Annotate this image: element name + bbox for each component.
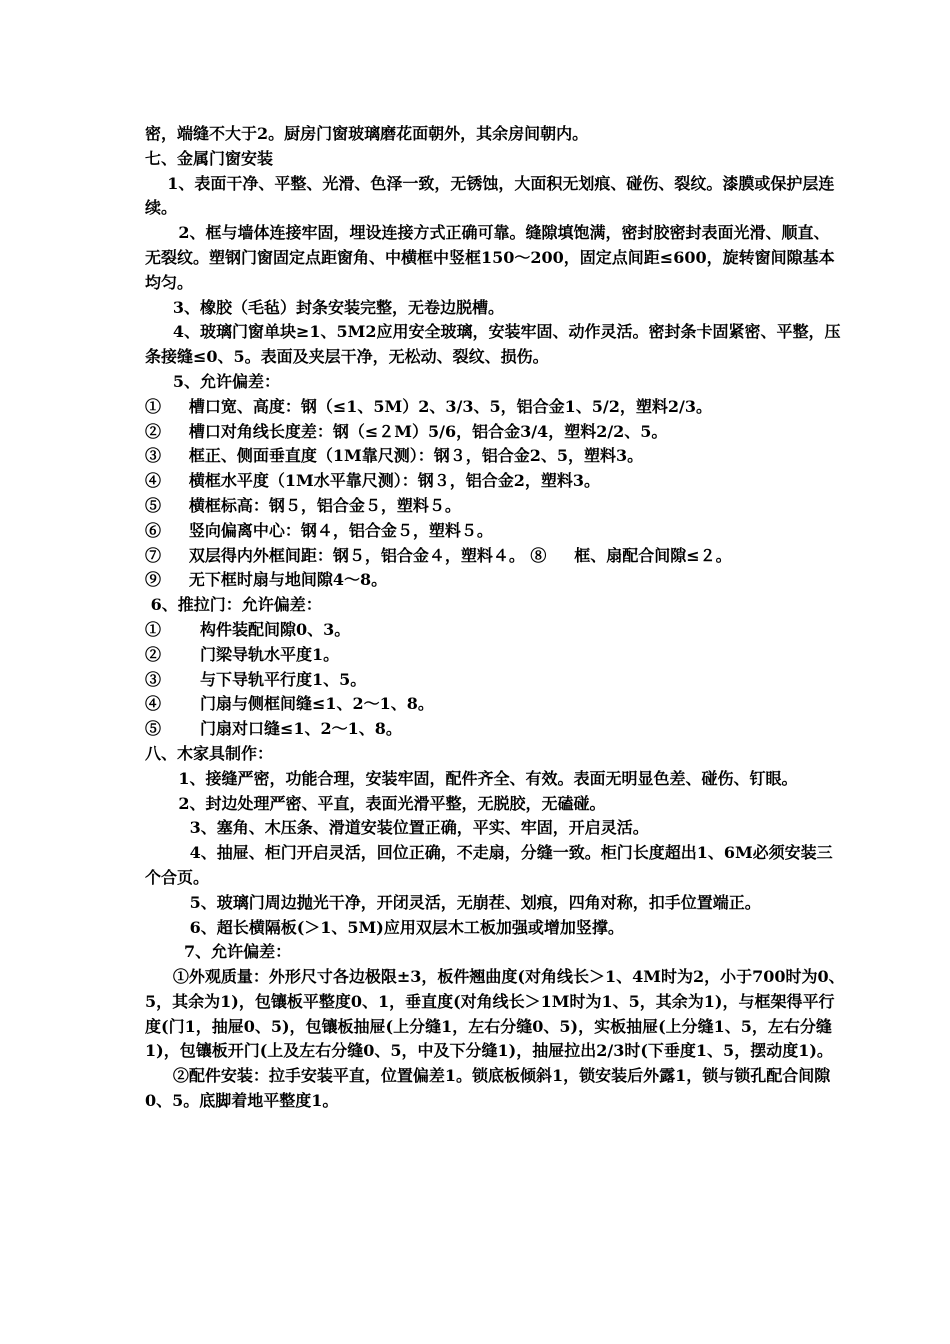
document-body bbox=[145, 122, 845, 1114]
list-item: ⑦ 双层得内外框间距：钢５，铝合金４，塑料４。 ⑧ 框、扇配合间隙≤２。 bbox=[145, 545, 732, 565]
text-line: 5、允许偏差： bbox=[145, 371, 280, 391]
text-line: 6、超长横隔板(＞1、5M)应用双层木工板加强或增加竖撑。 bbox=[145, 917, 624, 937]
list-item: ⑥ 竖向偏离中心：钢４，铝合金５，塑料５。 bbox=[145, 520, 493, 540]
list-item: ① 槽口宽、高度：钢（≤1、5M）2、3/3、5，铝合金1、5/2，塑料2/3。 bbox=[145, 396, 712, 416]
list-item: ② 槽口对角线长度差：钢（≤２M）5/6，铝合金3/4，塑料2/2、5。 bbox=[145, 421, 668, 441]
text-line: 1、接缝严密，功能合理，安装牢固，配件齐全、有效。表面无明显色差、碰伤、钉眼。 bbox=[145, 768, 798, 788]
text-line: 6、推拉门：允许偏差： bbox=[145, 595, 322, 615]
text-line: 2、封边处理严密、平直，表面光滑平整，无脱胶，无磕碰。 bbox=[145, 793, 606, 813]
text-line: 密，端缝不大于2。厨房门窗玻璃磨花面朝外，其余房间朝内。 bbox=[145, 124, 589, 143]
list-item: ② 门梁导轨水平度1。 bbox=[145, 644, 340, 664]
list-item: ④ 横框水平度（1M水平靠尺测）：钢３，铝合金2，塑料3。 bbox=[145, 471, 600, 491]
list-item: ⑤ 门扇对口缝≤1、2～1、8。 bbox=[145, 719, 402, 739]
text-line: ①外观质量：外形尺寸各边极限±3，板件翘曲度(对角线长＞1、4M时为2，小于700时为0、5，其余为1)，包镶板平整度0、1，垂直度(对角线长＞1M时为1、5，其余为1)，与框架得平行度(门1，抽屉0、5)，包镶板抽屉(上分缝1，左右分缝0、5)，实板抽屉(上分缝1、5，左右分缝1)，包镶板开门(上及左右分缝0、5，中及下分缝1)，抽屉拉出2/3时(下垂度1、5，摆动度1)。 bbox=[145, 967, 845, 1061]
list-item: ① 构件装配间隙0、3。 bbox=[145, 619, 351, 639]
text-line: 3、橡胶（毛毡）封条安装完整，无卷边脱槽。 bbox=[145, 297, 504, 317]
list-item: ③ 与下导轨平行度1、5。 bbox=[145, 669, 367, 689]
text-line: 4、玻璃门窗单块≥1、5M2应用安全玻璃，安装牢固、动作灵活。密封条卡固紧密、平整，压条接缝≤0、5。表面及夹层干净，无松动、裂纹、损伤。 bbox=[145, 322, 841, 367]
text-line: 2、框与墙体连接牢固，埋设连接方式正确可靠。缝隙填饱满，密封胶密封表面光滑、顺直、无裂纹。塑钢门窗固定点距窗角、中横框中竖框150～200，固定点间距≤600，旋转窗间隙基本均匀。 bbox=[145, 223, 835, 292]
text-line: 7、允许偏差： bbox=[145, 942, 292, 962]
section-heading: 八、木家具制作： bbox=[145, 743, 274, 763]
section-heading: 七、金属门窗安装 bbox=[145, 148, 274, 168]
list-item: ④ 门扇与侧框间缝≤1、2～1、8。 bbox=[145, 694, 434, 714]
text-line: 1、表面干净、平整、光滑、色泽一致，无锈蚀，大面积无划痕、碰伤、裂纹。漆膜或保护层连续。 bbox=[145, 173, 835, 218]
list-item: ③ 框正、侧面垂直度（1M靠尺测）：钢３，铝合金2、5，塑料3。 bbox=[145, 446, 644, 466]
list-item: ⑨ 无下框时扇与地间隙4～8。 bbox=[145, 570, 388, 590]
text-line: 4、抽屉、柜门开启灵活，回位正确，不走扇，分缝一致。柜门长度超出1、6M必须安装三个合页。 bbox=[145, 843, 833, 887]
text-line: ②配件安装：拉手安装平直，位置偏差1。锁底板倾斜1，锁安装后外露1，锁与锁孔配合间隙0、5。底脚着地平整度1。 bbox=[145, 1066, 831, 1111]
text-line: 5、玻璃门周边抛光干净，开闭灵活，无崩茬、划痕，四角对称，扣手位置端正。 bbox=[145, 892, 761, 912]
text-line: 3、塞角、木压条、滑道安装位置正确，平实、牢固，开启灵活。 bbox=[145, 818, 649, 838]
list-item: ⑤ 横框标高：钢５，铝合金５，塑料５。 bbox=[145, 495, 461, 515]
